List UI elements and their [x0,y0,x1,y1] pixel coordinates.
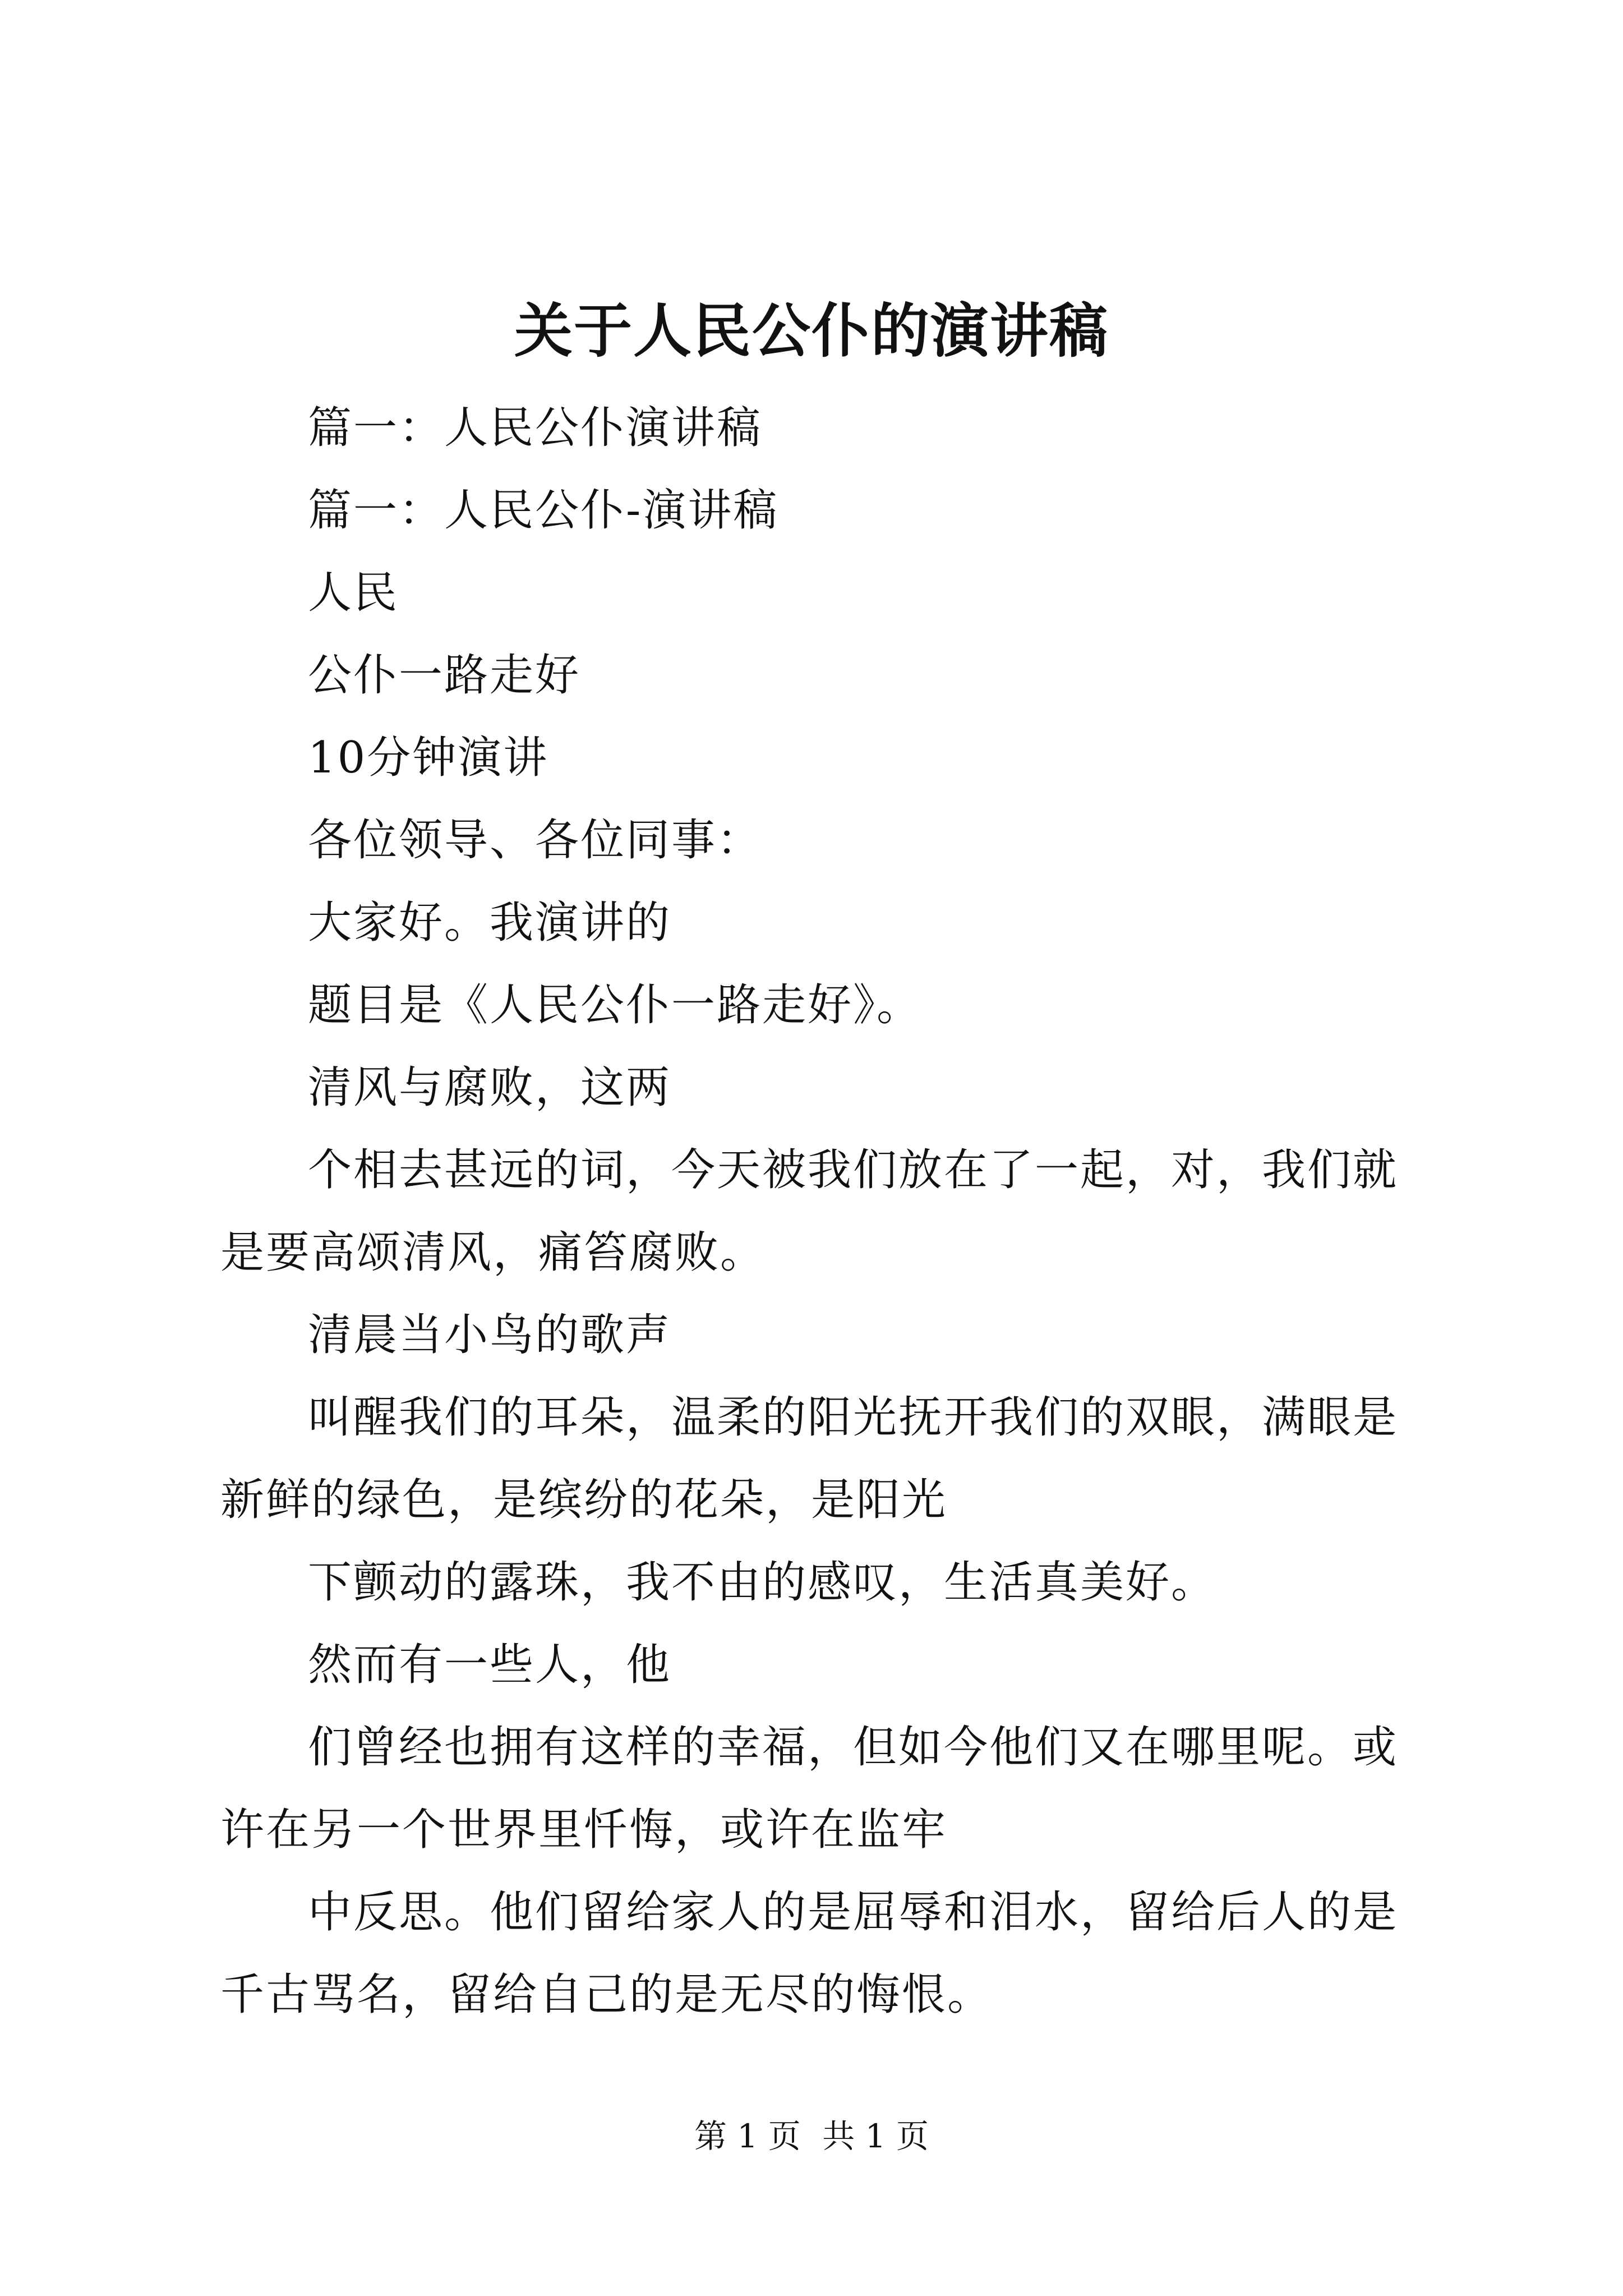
paragraph: 人民 [308,568,399,618]
document-title: 关于人民公仆的演讲稿 [514,296,1109,365]
paragraph: 个相去甚远的词，今天被我们放在了一起，对，我们就是要高颂清风，痛笞腐败。 [220,1145,1399,1278]
page-footer [0,2114,1623,2159]
paragraph: 叫醒我们的耳朵，温柔的阳光抚开我们的双眼，满眼是新鲜的绿色，是缤纷的花朵，是阳光 [220,1392,1399,1525]
paragraph: 篇一：人民公仆演讲稿 [308,403,763,453]
paragraph: 清晨当小鸟的歌声 [308,1310,672,1360]
page-number: 第 1 页 [694,2117,801,2155]
page-total: 共 1 页 [822,2117,929,2155]
paragraph: 然而有一些人，他 [308,1640,672,1690]
paragraph: 篇一：人民公仆-演讲稿 [308,485,779,536]
paragraph: 10分钟演讲 [308,733,549,783]
document-body [220,387,1415,2036]
paragraph: 大家好。我演讲的 [308,898,672,948]
paragraph: 公仆一路走好 [308,650,581,701]
paragraph: 们曾经也拥有这样的幸福，但如今他们又在哪里呢。或许在另一个世界里忏悔，或许在监牢 [220,1722,1399,1855]
paragraph: 题目是《人民公仆一路走好》。 [308,980,923,1030]
paragraph: 各位领导、各位同事： [308,815,763,866]
paragraph: 下颤动的露珠，我不由的感叹，生活真美好。 [308,1557,1217,1608]
paragraph: 清风与腐败，这两 [308,1062,672,1113]
paragraph: 中反思。他们留给家人的是屈辱和泪水，留给后人的是千古骂名，留给自己的是无尽的悔恨。 [220,1887,1399,2020]
